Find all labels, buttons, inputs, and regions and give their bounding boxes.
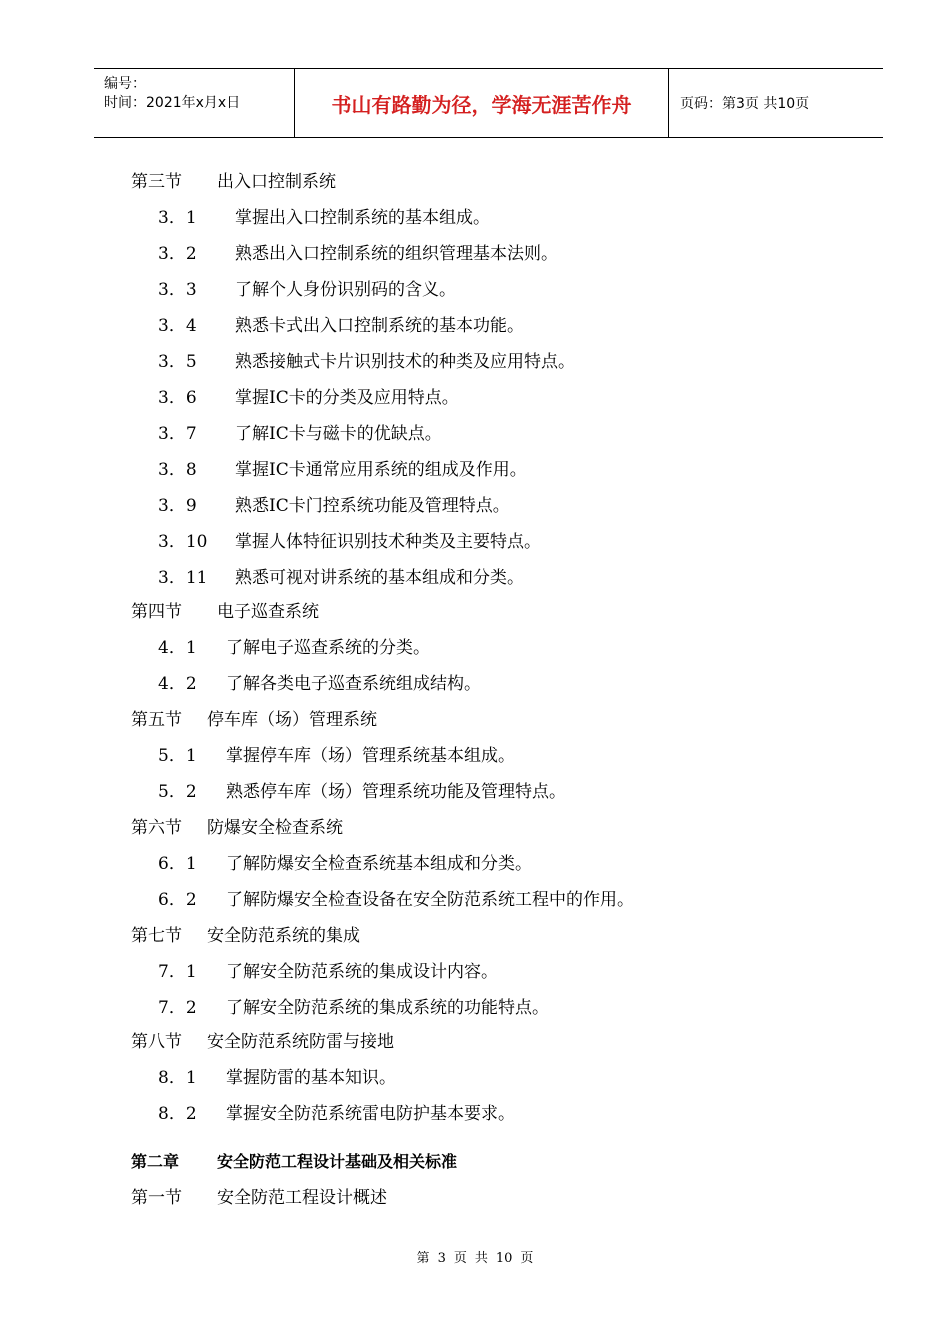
item-number: 第五节 xyxy=(131,710,182,730)
item-text: 了解防爆安全检查设备在安全防范系统工程中的作用。 xyxy=(226,890,634,910)
item-text: 掌握出入口控制系统的基本组成。 xyxy=(235,208,490,228)
outline-item xyxy=(158,495,510,517)
item-number: 3．2 xyxy=(158,244,197,264)
outline-item xyxy=(158,279,456,301)
item-number: 3．8 xyxy=(158,460,197,480)
section-heading xyxy=(131,1031,394,1053)
item-text: 熟悉出入口控制系统的组织管理基本法则。 xyxy=(235,244,558,264)
item-number: 8．1 xyxy=(158,1068,197,1088)
item-number: 3．4 xyxy=(158,316,197,336)
footer-total-pages: 10 xyxy=(495,1251,513,1266)
item-number: 3．7 xyxy=(158,424,197,444)
section-heading xyxy=(131,817,343,839)
item-number: 3．10 xyxy=(158,532,208,552)
item-number: 4．1 xyxy=(158,638,197,658)
outline-item xyxy=(158,315,524,337)
item-number: 第六节 xyxy=(131,818,182,838)
item-number: 7．2 xyxy=(158,998,197,1018)
outline-item xyxy=(158,207,490,229)
item-number: 8．2 xyxy=(158,1104,197,1124)
item-text: 熟悉IC卡门控系统功能及管理特点。 xyxy=(235,496,510,516)
item-number: 3．11 xyxy=(158,568,208,588)
outline-item xyxy=(158,459,527,481)
item-number: 第三节 xyxy=(131,172,182,192)
outline-item xyxy=(158,961,498,983)
item-text: 掌握IC卡通常应用系统的组成及作用。 xyxy=(235,460,527,480)
header-meta xyxy=(104,75,294,113)
item-number: 5．1 xyxy=(158,746,197,766)
section-heading xyxy=(131,709,377,731)
item-text: 熟悉可视对讲系统的基本组成和分类。 xyxy=(235,568,524,588)
item-text: 了解个人身份识别码的含义。 xyxy=(235,280,456,300)
time-label: 时间：2021年x月x日 xyxy=(104,95,241,111)
outline-item xyxy=(158,781,566,803)
item-number: 3．3 xyxy=(158,280,197,300)
item-text: 电子巡查系统 xyxy=(217,602,319,622)
outline-item xyxy=(158,673,481,695)
item-text: 防爆安全检查系统 xyxy=(207,818,343,838)
item-text: 掌握人体特征识别技术种类及主要特点。 xyxy=(235,532,541,552)
footer-page-suffix: 页 xyxy=(453,1251,467,1266)
item-text: 了解防爆安全检查系统基本组成和分类。 xyxy=(226,854,532,874)
chapter-heading xyxy=(131,1151,457,1173)
outline-item xyxy=(158,243,558,265)
page-footer xyxy=(0,1247,950,1266)
item-number: 3．1 xyxy=(158,208,197,228)
outline-item xyxy=(158,637,430,659)
item-number: 6．2 xyxy=(158,890,197,910)
item-number: 第一节 xyxy=(131,1188,182,1208)
footer-prefix: 第 xyxy=(416,1251,430,1266)
item-text: 了解安全防范系统的集成设计内容。 xyxy=(226,962,498,982)
item-text: 了解安全防范系统的集成系统的功能特点。 xyxy=(226,998,549,1018)
item-text: 掌握安全防范系统雷电防护基本要求。 xyxy=(226,1104,515,1124)
outline-item xyxy=(158,889,634,911)
item-number: 5．2 xyxy=(158,782,197,802)
item-text: 安全防范工程设计概述 xyxy=(217,1188,387,1208)
outline-item xyxy=(158,351,575,373)
item-text: 熟悉停车库（场）管理系统功能及管理特点。 xyxy=(226,782,566,802)
item-text: 出入口控制系统 xyxy=(217,172,336,192)
header-page-info: 页码：第3页 共10页 xyxy=(680,96,810,112)
item-number: 3．5 xyxy=(158,352,197,372)
page-header xyxy=(94,68,883,138)
item-text: 掌握防雷的基本知识。 xyxy=(226,1068,396,1088)
item-number: 4．2 xyxy=(158,674,197,694)
item-number: 3．6 xyxy=(158,388,197,408)
outline-item xyxy=(158,1103,515,1125)
footer-total-prefix: 共 xyxy=(474,1251,488,1266)
section-heading xyxy=(131,1187,387,1209)
item-text: 了解IC卡与磁卡的优缺点。 xyxy=(235,424,442,444)
outline-item xyxy=(158,745,515,767)
item-text: 了解电子巡查系统的分类。 xyxy=(226,638,430,658)
section-heading xyxy=(131,925,360,947)
item-text: 掌握IC卡的分类及应用特点。 xyxy=(235,388,459,408)
header-divider xyxy=(668,69,669,137)
outline-item xyxy=(158,567,524,589)
item-text: 安全防范工程设计基础及相关标准 xyxy=(217,1152,458,1171)
item-number: 第四节 xyxy=(131,602,182,622)
item-number: 第二章 xyxy=(131,1152,180,1171)
item-number: 6．1 xyxy=(158,854,197,874)
item-number: 7．1 xyxy=(158,962,197,982)
section-heading xyxy=(131,171,336,193)
item-text: 停车库（场）管理系统 xyxy=(207,710,377,730)
footer-total-suffix: 页 xyxy=(520,1251,534,1266)
item-text: 熟悉接触式卡片识别技术的种类及应用特点。 xyxy=(235,352,575,372)
item-text: 安全防范系统的集成 xyxy=(207,926,360,946)
header-motto: 书山有路勤为径，学海无涯苦作舟 xyxy=(331,92,632,117)
item-text: 了解各类电子巡查系统组成结构。 xyxy=(226,674,481,694)
item-number: 第七节 xyxy=(131,926,182,946)
item-number: 第八节 xyxy=(131,1032,182,1052)
outline-item xyxy=(158,1067,396,1089)
outline-item xyxy=(158,387,459,409)
serial-label: 编号： xyxy=(104,76,146,92)
section-heading xyxy=(131,601,319,623)
footer-page-number: 3 xyxy=(437,1251,446,1266)
outline-item xyxy=(158,997,549,1019)
item-text: 掌握停车库（场）管理系统基本组成。 xyxy=(226,746,515,766)
outline-item xyxy=(158,423,442,445)
outline-item xyxy=(158,853,532,875)
item-text: 熟悉卡式出入口控制系统的基本功能。 xyxy=(235,316,524,336)
item-number: 3．9 xyxy=(158,496,197,516)
outline-item xyxy=(158,531,541,553)
item-text: 安全防范系统防雷与接地 xyxy=(207,1032,394,1052)
